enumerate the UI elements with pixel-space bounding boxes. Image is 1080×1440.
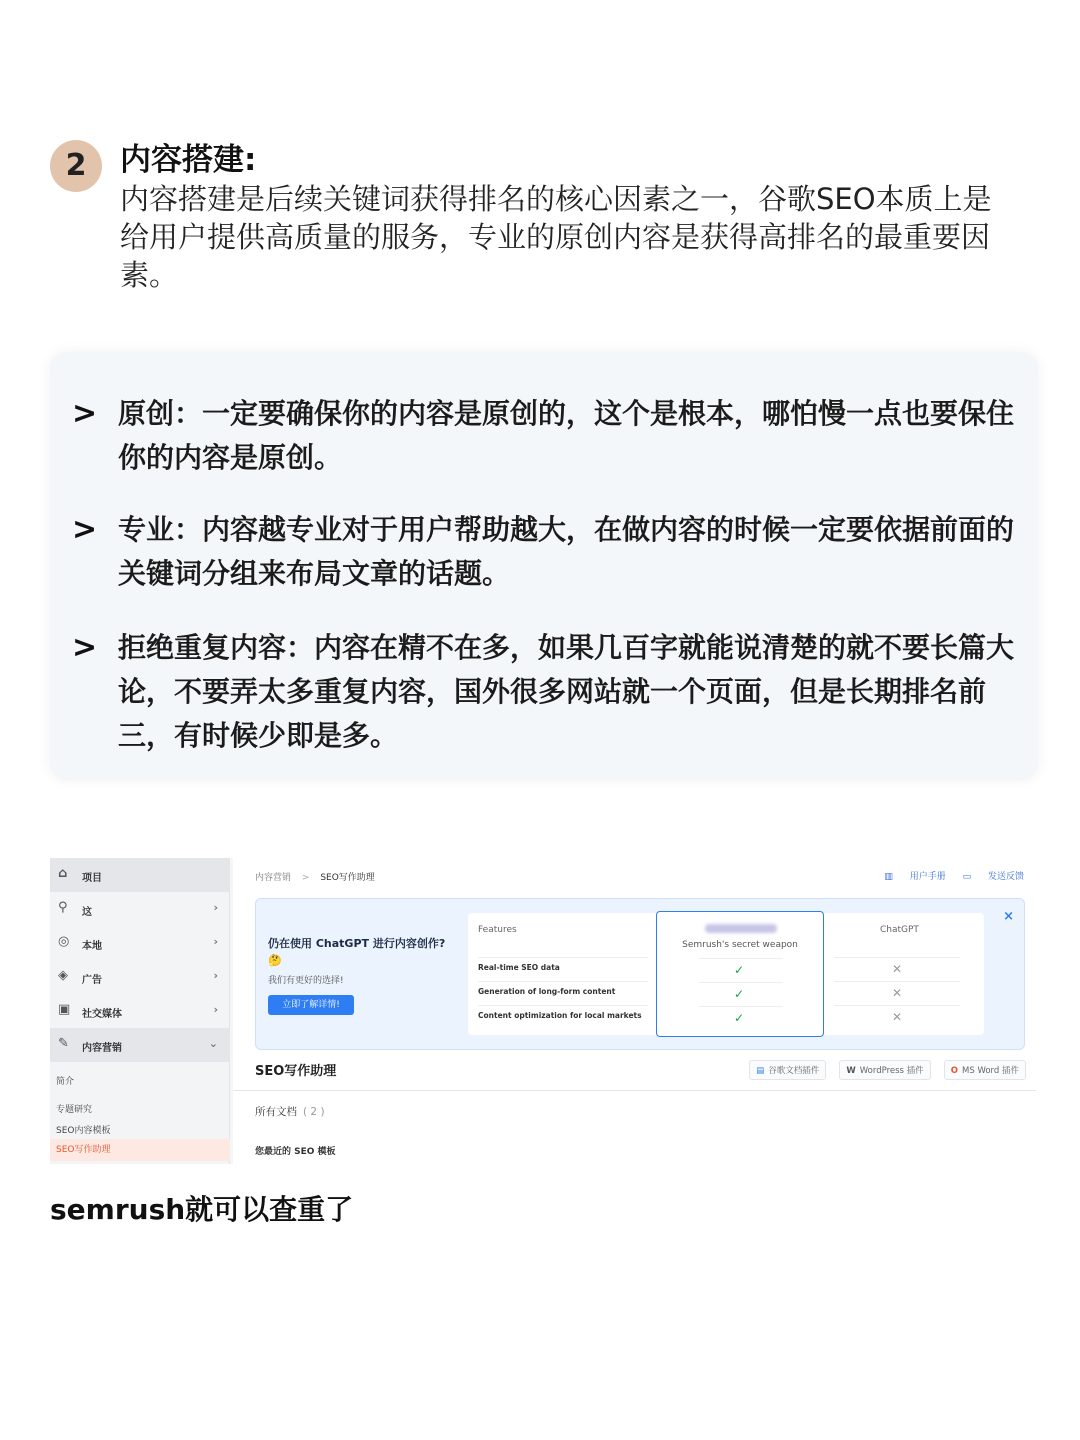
target-icon: ◈ <box>58 968 68 983</box>
divider <box>233 1090 1036 1091</box>
check-icon: ✓ <box>734 1011 745 1025</box>
section-title: 内容搭建: <box>120 142 257 178</box>
chevron-down-icon: ⌄ <box>208 1037 218 1050</box>
seo-icon: ⚲ <box>58 900 68 915</box>
sidebar-item-projects[interactable]: ⌂ 项目 <box>50 858 230 892</box>
sidebar-subitem-seo-writing-assistant[interactable]: SEO写作助理 <box>50 1139 230 1161</box>
wordpress-plugin-button[interactable]: W WordPress 插件 <box>839 1060 930 1080</box>
blurred-logo <box>705 924 777 933</box>
tip-text: 原创：一定要确保你的内容是原创的，这个是根本，哪怕慢一点也要保住你的内容是原创。 <box>118 397 1015 474</box>
section-number-badge: 2 <box>50 140 102 192</box>
home-icon: ⌂ <box>58 866 68 881</box>
sidebar-item-local[interactable]: ◎ 本地 › <box>58 934 218 952</box>
cross-icon: ✕ <box>892 1010 903 1024</box>
office-icon: O <box>950 1066 959 1076</box>
semrush-subtitle: Semrush's secret weapon <box>682 940 798 950</box>
tips-card <box>50 352 1038 780</box>
breadcrumb-parent[interactable]: 内容营销 <box>255 873 292 883</box>
semrush-screenshot <box>50 858 1036 1164</box>
main-panel <box>233 858 1036 1164</box>
sidebar-item-social[interactable]: ▣ 社交媒体 › <box>58 1002 218 1020</box>
section-description: 内容搭建是后续关键词获得排名的核心因素之一，谷歌SEO本质上是给用户提供高质量的服务，专业的原创内容是获得高排名的最重要因素。 <box>120 182 992 292</box>
promo-subtitle: 我们有更好的选择! <box>268 976 344 986</box>
google-docs-plugin-button[interactable]: ▤ 谷歌文档插件 <box>749 1060 826 1080</box>
promo-banner <box>255 898 1025 1050</box>
sidebar-subitem-seo-template[interactable]: SEO内容模板 <box>56 1126 111 1136</box>
top-links <box>870 869 1024 882</box>
plugin-buttons <box>741 1058 1026 1080</box>
ms-word-plugin-button[interactable]: O MS Word 插件 <box>944 1060 1026 1080</box>
cross-icon: ✕ <box>892 986 903 1000</box>
tip-text: 专业：内容越专业对于用户帮助越大，在做内容的时候一定要依据前面的关键词分组来布局文章的话题。 <box>118 513 1015 590</box>
chevron-right-icon: › <box>213 935 218 948</box>
breadcrumb: 内容营销 > SEO写作助理 <box>255 873 375 883</box>
chevron-right-icon: > <box>72 630 98 665</box>
breadcrumb-current: SEO写作助理 <box>320 873 375 883</box>
user-manual-link[interactable]: ▥ 用户手册 <box>884 872 946 882</box>
chevron-right-icon: › <box>213 901 218 914</box>
tip-text: 拒绝重复内容：内容在精不在多，如果几百字就能说清楚的就不要长篇大论，不要弄太多重复内容，国外很多网站就一个页面，但是长期排名前三，有时候少即是多。 <box>118 631 1015 752</box>
send-feedback-link[interactable]: ▭ 发送反馈 <box>962 872 1024 882</box>
recent-templates-heading: 您最近的 SEO 模板 <box>255 1147 336 1157</box>
chevron-right-icon: › <box>213 1003 218 1016</box>
sidebar-item-seo[interactable]: ⚲ 这 › <box>58 900 218 918</box>
tool-title: SEO写作助理 <box>255 1064 337 1079</box>
semrush-column <box>656 911 824 1037</box>
features-header: Features <box>478 925 517 935</box>
cross-icon: ✕ <box>892 962 903 976</box>
sidebar-item-ads[interactable]: ◈ 广告 › <box>58 968 218 986</box>
document-count: ( 2 ) <box>303 1106 325 1118</box>
google-docs-icon: ▤ <box>756 1066 765 1076</box>
sidebar-item-content-marketing[interactable]: ✎ 内容营销 ⌄ <box>50 1028 230 1062</box>
sidebar-subitem-overview[interactable]: 简介 <box>56 1077 75 1087</box>
all-documents-tab[interactable]: 所有文档 ( 2 ) <box>255 1106 325 1118</box>
comparison-table <box>468 913 984 1035</box>
chevron-right-icon: › <box>213 969 218 982</box>
check-icon: ✓ <box>734 987 745 1001</box>
promo-title: 仍在使用 ChatGPT 进行内容创作? 🤔 <box>268 937 446 967</box>
learn-more-button[interactable]: 立即了解详情! <box>268 995 354 1015</box>
caption: semrush就可以查重了 <box>50 1193 354 1226</box>
chevron-right-icon: > <box>72 512 98 547</box>
feature-row: Real-time SEO data <box>478 963 560 972</box>
chevron-right-icon: > <box>72 396 98 431</box>
sidebar <box>50 858 230 1164</box>
wordpress-icon: W <box>846 1066 856 1076</box>
check-icon: ✓ <box>734 963 745 977</box>
chatgpt-header: ChatGPT <box>880 925 919 935</box>
close-icon[interactable]: × <box>1003 909 1014 924</box>
pen-icon: ✎ <box>58 1036 69 1051</box>
sidebar-subitem-topic-research[interactable]: 专题研究 <box>56 1105 93 1115</box>
social-icon: ▣ <box>58 1002 71 1017</box>
feature-row: Content optimization for local markets <box>478 1011 642 1020</box>
location-icon: ◎ <box>58 934 70 949</box>
feature-row: Generation of long-form content <box>478 987 616 996</box>
